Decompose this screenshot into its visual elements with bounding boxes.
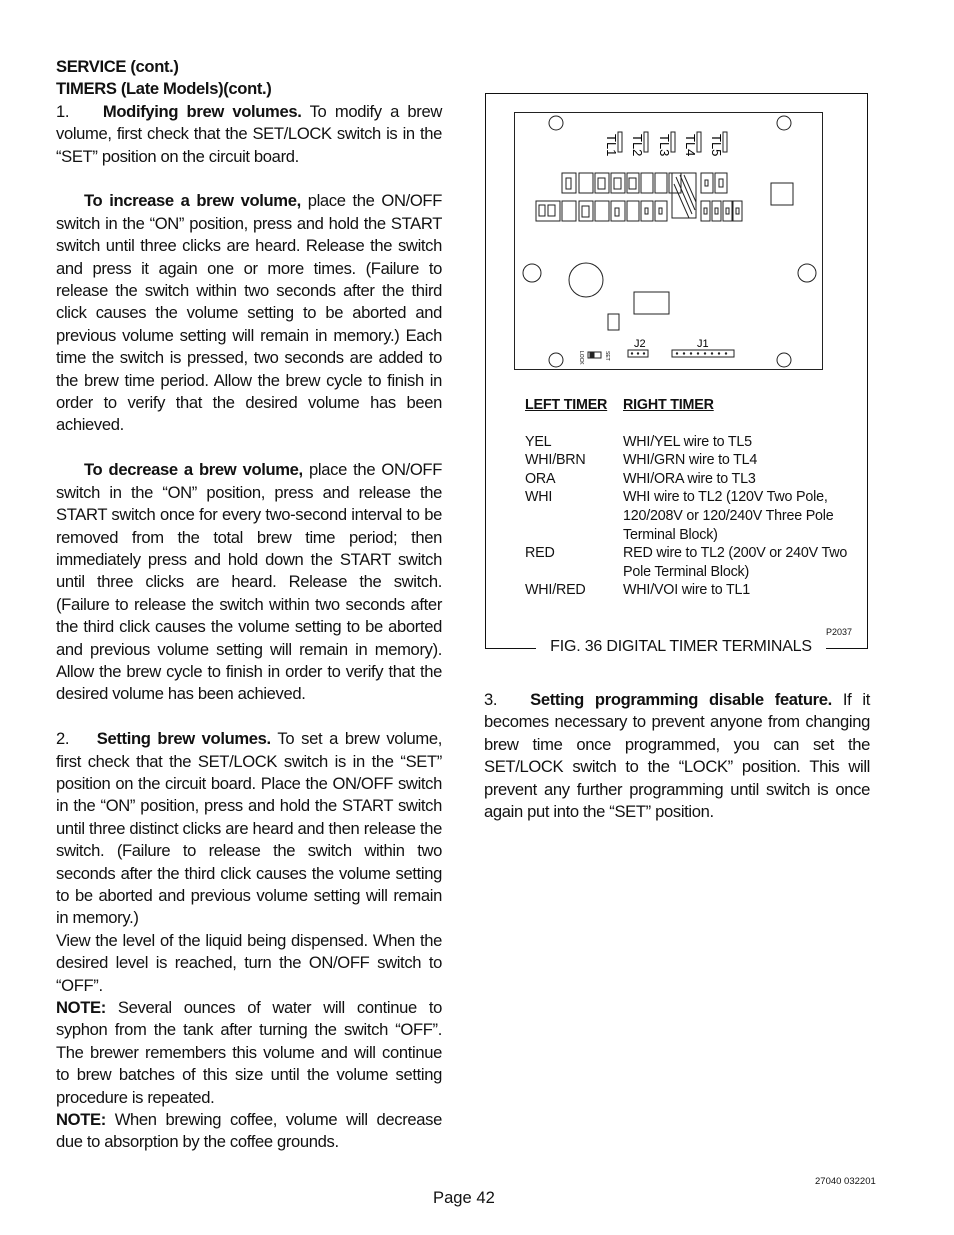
j2-label: J2 xyxy=(634,338,646,350)
switch-lock-label: LOCK xyxy=(578,351,584,365)
item2-number: 2. xyxy=(56,729,70,749)
left-cell: WHI/BRN xyxy=(525,452,586,469)
note1-paragraph xyxy=(56,997,442,1109)
mount-hole xyxy=(777,353,791,367)
terminal-label-tl2: TL2 xyxy=(630,134,645,157)
item1-paragraph xyxy=(56,101,442,168)
increase-title: To increase a brew volume, xyxy=(84,191,301,211)
item1-number: 1. xyxy=(56,101,70,121)
increase-paragraph xyxy=(56,190,442,436)
terminal-label-tl5: TL5 xyxy=(709,134,724,157)
left-cell: RED xyxy=(525,545,555,562)
item3-text: If it becomes necessary to prevent anyone from changing brew time once programmed, you can set the SET/LOCK switch to the “LOCK” position. This will prevent any further programming until switch is once again put into the “SET” position. xyxy=(484,690,871,822)
mount-hole xyxy=(777,116,791,130)
left-cell: WHI/RED xyxy=(525,582,586,599)
right-cell: WHI/GRN wire to TL4 xyxy=(623,452,758,469)
note1-label: NOTE: xyxy=(56,998,106,1018)
terminal-label-tl3: TL3 xyxy=(657,134,672,157)
note2-text: When brewing coffee, volume will decrease due to absorption by the coffee grounds. xyxy=(56,1110,442,1152)
right-cell: WHI wire to TL2 (120V Two Pole, 120/208V or 120/240V Three Pole Terminal Block) xyxy=(623,489,834,543)
decrease-text: place the ON/OFF switch in the “ON” position, press and release the START switch once for every two-second interval to be removed from the total brew time period; then immediately press and hold down the START switch until three clicks are heard. Release the switch. (Failure to release the switch within two seconds after the third click causes the volume setting to be aborted and previous volume setting will remain in memory). Allow the brew cycle to finish in order to verify that the desired volume has been achieved. xyxy=(56,460,442,704)
left-cell: ORA xyxy=(525,470,556,487)
item2-paragraph xyxy=(56,728,442,930)
document-code: 27040 032201 xyxy=(815,1176,876,1187)
table-row xyxy=(525,470,863,489)
item2-title: Setting brew volumes. xyxy=(96,729,271,749)
right-column xyxy=(484,689,870,823)
item1-title: Modifying brew volumes. xyxy=(102,101,302,121)
item1-text: To modify a brew volume, first check that the SET/LOCK switch is in the “SET” position on the circuit board. xyxy=(56,101,442,166)
mount-hole xyxy=(798,264,816,282)
note2-paragraph xyxy=(56,1109,442,1154)
figure-caption: FIG. 36 DIGITAL TIMER TERMINALS xyxy=(536,638,826,656)
item3-number: 3. xyxy=(484,690,498,709)
page-number: Page 42 xyxy=(433,1188,495,1207)
left-timer-header: LEFT TIMER xyxy=(525,397,608,413)
decrease-title: To decrease a brew volume, xyxy=(84,460,303,480)
table-row xyxy=(525,488,863,544)
figure-code: P2037 xyxy=(826,627,853,637)
wire-table xyxy=(525,396,863,600)
section-heading: SERVICE (cont.) xyxy=(56,57,179,76)
circuit-board-diagram xyxy=(514,112,824,372)
view-paragraph: View the level of the liquid being dispensed. When the desired level is reached, turn the ON/OFF switch to “OFF”. xyxy=(56,930,442,995)
right-cell: WHI/ORA wire to TL3 xyxy=(623,470,756,487)
right-timer-header: RIGHT TIMER xyxy=(623,397,714,413)
left-cell: YEL xyxy=(525,433,552,450)
right-cell: WHI/VOI wire to TL1 xyxy=(623,582,751,599)
item3-title: Setting programming disable feature. xyxy=(530,690,832,709)
note1-text: Several ounces of water will continue to syphon from the tank after turning the switch “OFF”. The brewer remembers this volume and will continue to brew batches of this size until the volume setting procedure is repeated. xyxy=(56,998,442,1107)
table-row xyxy=(525,544,863,581)
item2-text: To set a brew volume, first check that the SET/LOCK switch is in the “SET” position on the circuit board. Place the ON/OFF switch in the “ON” position, press and hold the START switch until three distinct clicks are heard and then release the switch. (Failure to release the switch within two seconds after the third click causes the volume setting to be aborted and previous volume setting will remain in memory.) xyxy=(56,729,443,928)
mount-hole xyxy=(549,353,563,367)
right-cell: WHI/YEL wire to TL5 xyxy=(623,433,752,450)
wire-table-header xyxy=(525,396,863,415)
right-cell: RED wire to TL2 (200V or 240V Two Pole Terminal Block) xyxy=(623,545,848,580)
increase-text: place the ON/OFF switch in the “ON” position, press and hold the START switch until three clicks are heard. Release the switch and press it again one or more times. (Failure to release the switch within two seconds after the third click causes the volume setting to be aborted and previous volume setting will remain in memory.) Each time the switch is pressed, two seconds are added to the brew time period. Allow the brew cycle to finish in order to verify that the desired volume has been achieved. xyxy=(56,191,442,435)
left-cell: WHI xyxy=(525,489,553,506)
table-row xyxy=(525,581,863,600)
mount-hole xyxy=(549,116,563,130)
decrease-paragraph xyxy=(56,459,442,705)
item3-paragraph xyxy=(484,689,870,823)
terminal-label-tl4: TL4 xyxy=(683,134,698,157)
switch-set-label: SET xyxy=(604,351,610,361)
note2-label: NOTE: xyxy=(56,1110,106,1130)
capacitor xyxy=(569,263,603,297)
mount-hole xyxy=(523,264,541,282)
left-column xyxy=(56,56,442,1154)
table-row xyxy=(525,451,863,470)
subsection-heading: TIMERS (Late Models)(cont.) xyxy=(56,79,272,99)
j1-label: J1 xyxy=(697,338,709,350)
table-row xyxy=(525,433,863,452)
terminal-label-tl1: TL1 xyxy=(604,134,619,157)
